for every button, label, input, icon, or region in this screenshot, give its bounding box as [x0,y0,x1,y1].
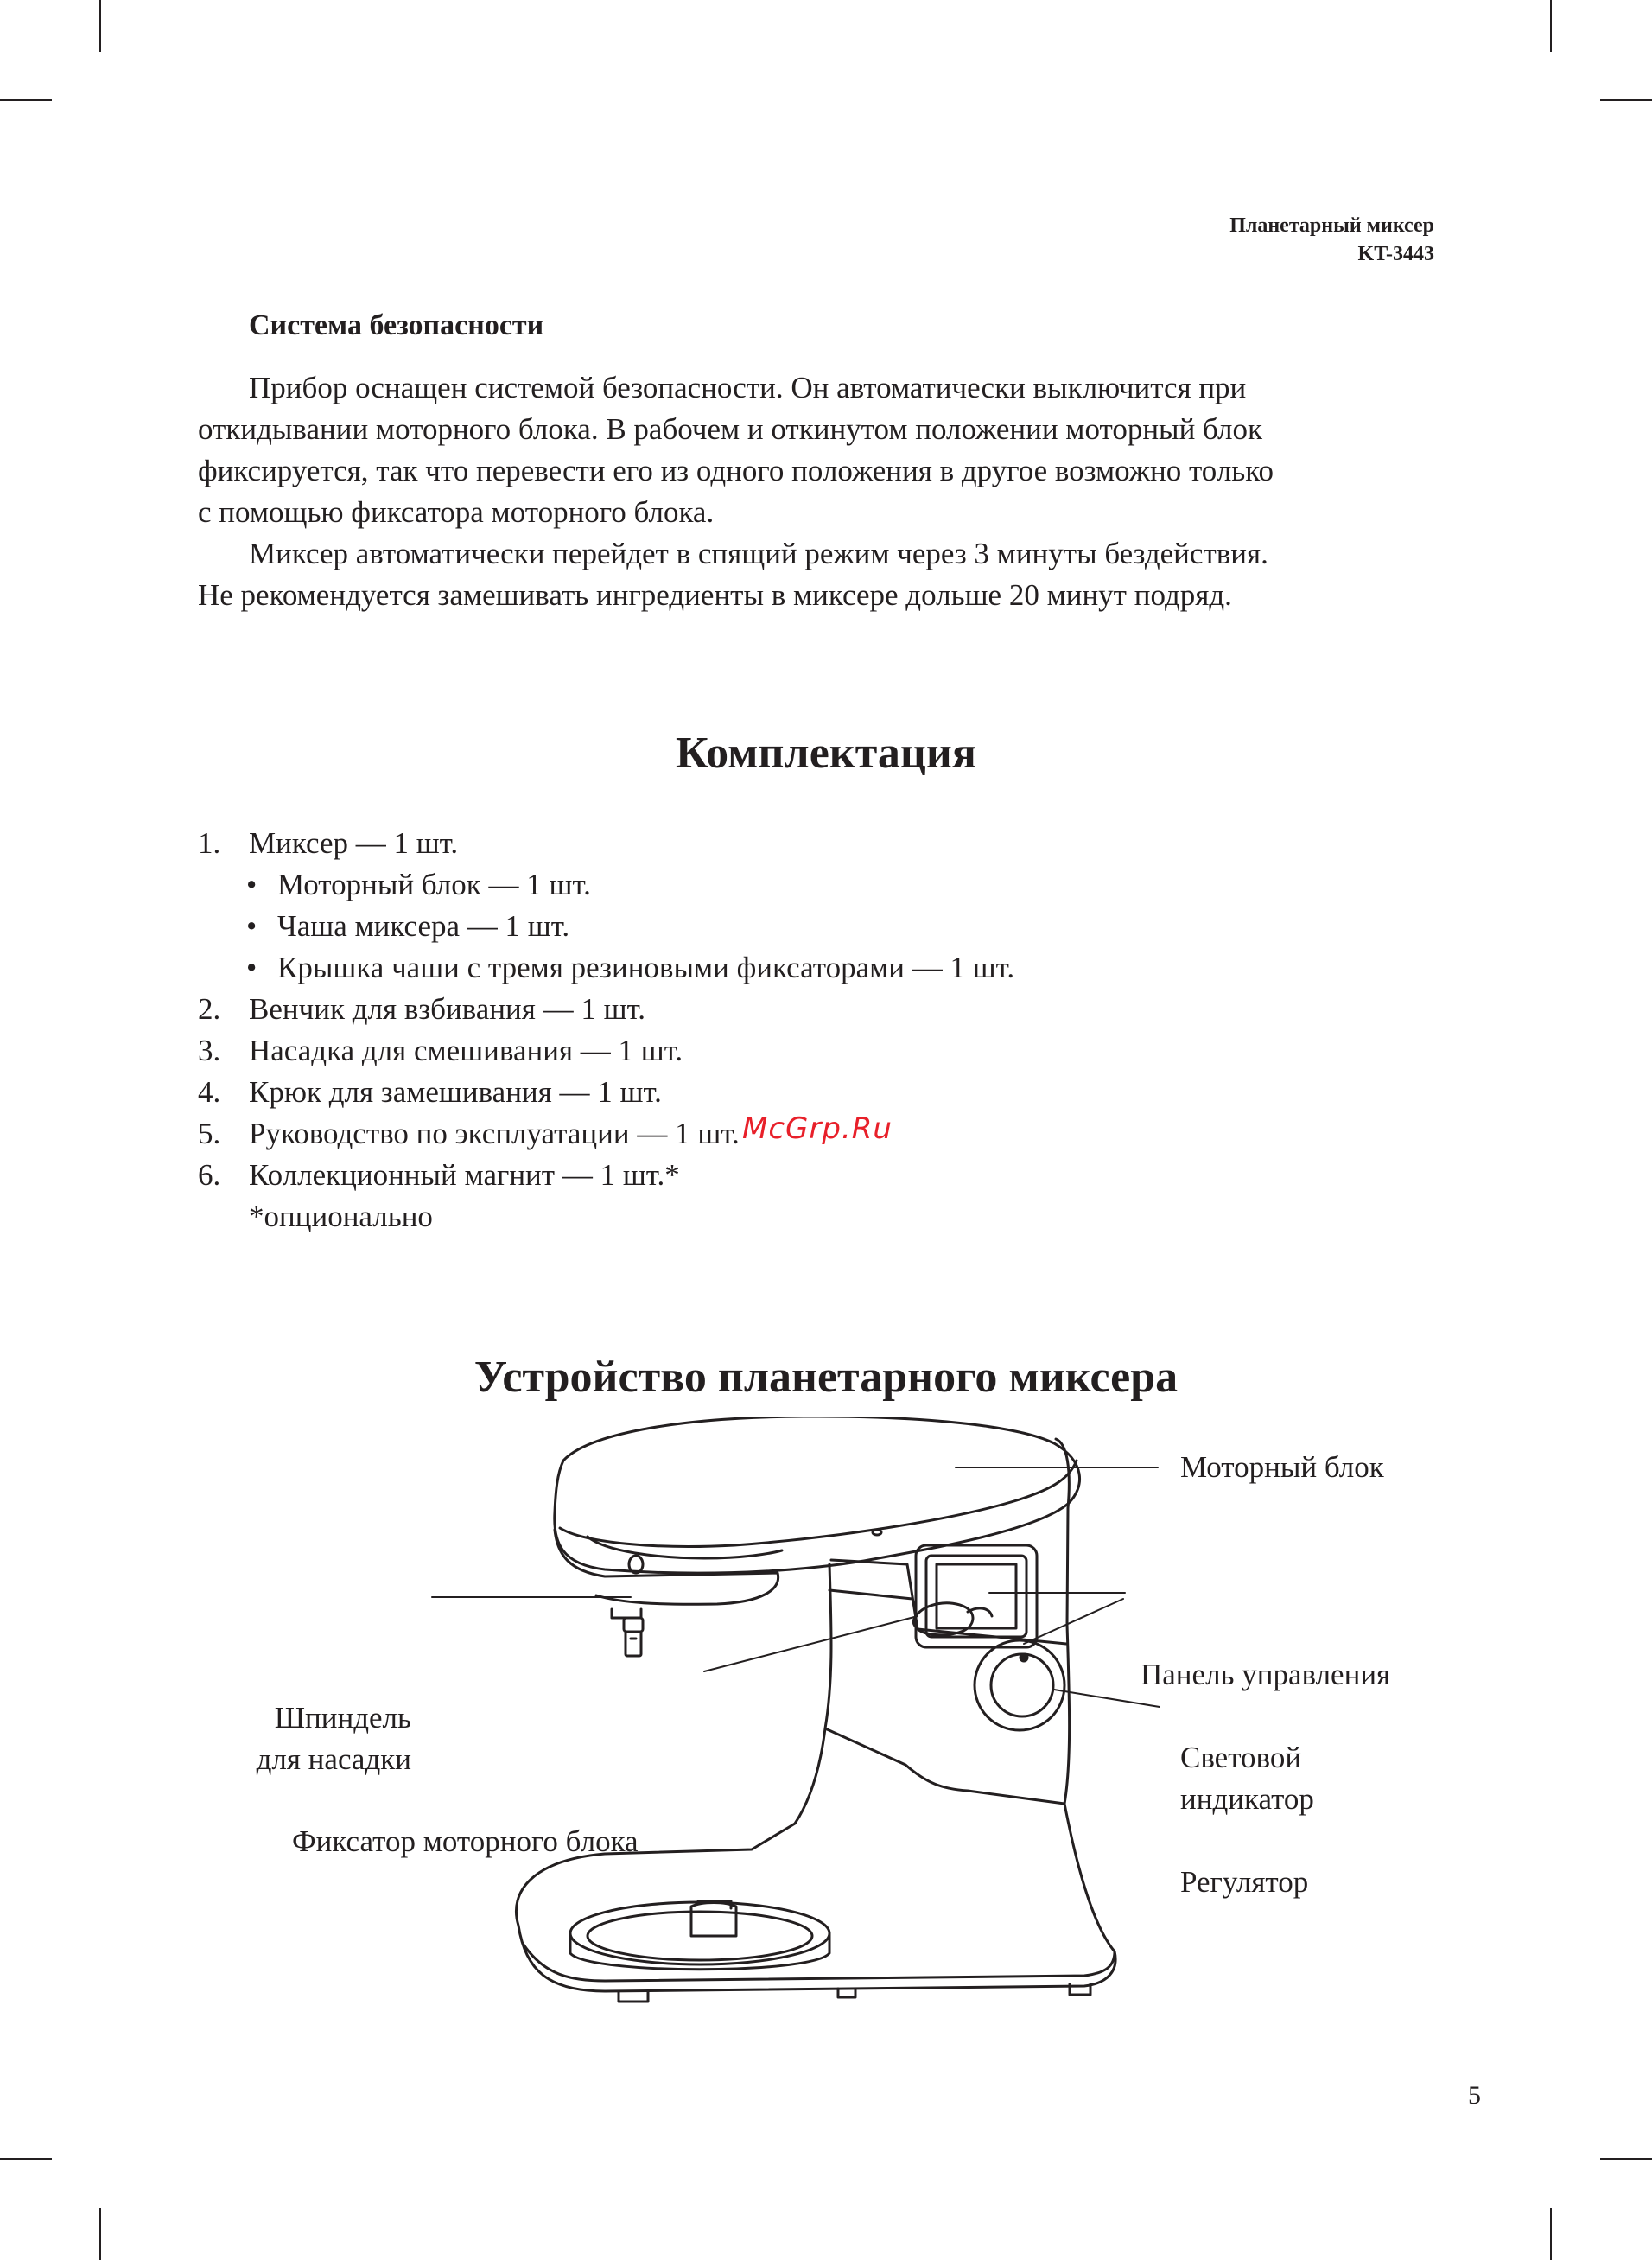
motor-head [555,1417,1080,1573]
running-header [1229,212,1434,269]
crop-mark [99,0,101,52]
label-control-panel: Панель управления [1141,1658,1391,1691]
column-seam [829,1590,912,1599]
text-line: Не рекомендуется замешивать ингредиенты в миксере дольше 20 минут подряд. [198,578,1232,612]
header-model: KT-3443 [1357,243,1434,265]
crop-mark [0,99,52,101]
crop-mark [0,2158,52,2160]
bowl-coupler [691,1903,736,1937]
text-line: откидывании моторного блока. В рабочем и откинутом положении моторный блок [198,412,1262,446]
control-panel-frame-inner [926,1556,1026,1637]
list-number: 5. [198,1117,221,1150]
list-text: Миксер — 1 шт. [249,826,459,860]
list-number: 6. [198,1158,221,1192]
spindle-shaft [626,1632,641,1656]
list-text: Венчик для взбивания — 1 шт. [249,992,645,1026]
list-text: Моторный блок — 1 шт. [277,868,591,901]
light-indicator-dot [1020,1654,1027,1661]
list-text: Чаша миксера — 1 шт. [277,909,570,943]
safety-paragraph-2 [198,533,1459,616]
list-number: 2. [198,992,221,1026]
header-product: Планетарный миксер [1229,214,1434,237]
mixer-column-back [1056,1439,1070,1804]
safety-title: Система безопасности [249,309,544,341]
label-regulator: Регулятор [1180,1865,1309,1899]
label-light-line1: Световой [1180,1741,1302,1774]
footnote-text: *опционально [249,1200,433,1233]
leader-line-light [1024,1599,1123,1644]
label-motor-lock: Фиксатор моторного блока [292,1824,639,1858]
label-spindle-line1: Шпиндель [274,1701,411,1735]
bullet: • [246,951,257,984]
device-title: Устройство планетарного миксера [473,1353,1179,1402]
page-number: 5 [1468,2081,1481,2110]
bullet: • [246,868,257,901]
control-panel-screen [937,1564,1016,1628]
leader-line-lock [704,1616,918,1671]
head-dot [873,1530,881,1535]
label-motor-block: Моторный блок [1180,1450,1384,1484]
list-number: 3. [198,1034,221,1067]
spindle-collar [624,1618,643,1632]
list-number: 1. [198,826,221,860]
list-text: Насадка для смешивания — 1 шт. [249,1034,683,1067]
mixer-foot [619,1991,648,2002]
list-number: 4. [198,1075,221,1109]
mixer-column [825,1564,831,1728]
watermark-text: McGrp.Ru [742,1111,893,1146]
text-line: Миксер автоматически перейдет в спящий режим через 3 минуты бездействия. [249,537,1268,570]
crop-mark [1550,2208,1552,2260]
safety-paragraph-1 [198,367,1459,533]
list-text: Крышка чаши с тремя резиновыми фиксаторами — 1 шт. [277,951,1015,984]
crop-mark [1550,0,1552,52]
crop-mark [1600,99,1652,101]
crop-mark [1600,2158,1652,2160]
label-spindle-line2: для насадки [256,1742,411,1776]
text-line: фиксируется, так что перевести его из одного положения в другое возможно только [198,454,1274,487]
label-light-line2: индикатор [1180,1782,1314,1816]
package-title: Комплектация [676,729,976,778]
text-line: с помощью фиксатора моторного блока. [198,495,715,529]
text-line: Прибор оснащен системой безопасности. Он автоматически выключится при [249,371,1247,404]
list-text: Крюк для замешивания — 1 шт. [249,1075,662,1109]
bullet: • [246,909,257,943]
list-text: Руководство по эксплуатации — 1 шт. [249,1117,740,1150]
list-text: Коллекционный магнит — 1 шт.* [249,1158,680,1192]
crop-mark [99,2208,101,2260]
regulator-knob-inner [991,1654,1053,1716]
